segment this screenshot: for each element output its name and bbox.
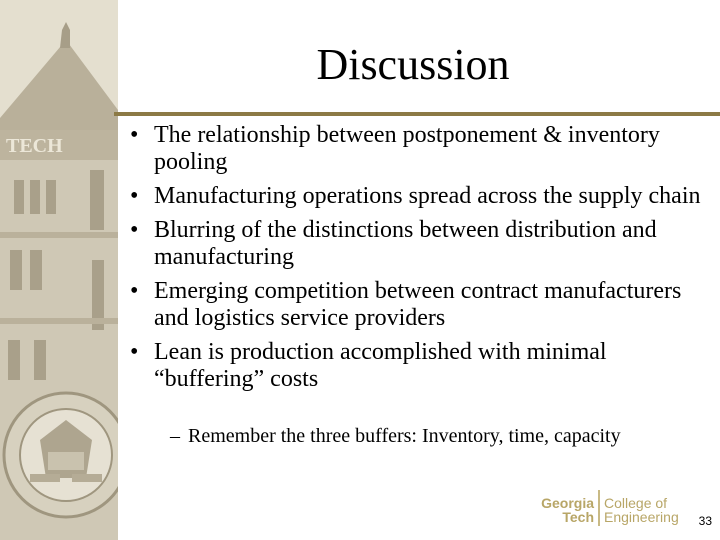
sub-bullet [170,424,715,448]
logo-line-georgia: Georgia [541,495,594,511]
bullet-text: The relationship between postponement & inventory pooling [154,122,660,175]
bullet-list [128,122,708,400]
title-divider [114,112,720,116]
tower-and-seal-illustration [0,0,118,540]
bullet-text: Blurring of the distinctions between distribution and manufacturing [154,217,657,270]
logo-line-tech: Tech [562,509,594,525]
bullet-item [128,217,708,271]
bullet-dot-icon: • [130,122,139,148]
bullet-dot-icon: • [130,183,139,209]
slide-title: Discussion [316,40,510,89]
bullet-dot-icon: • [130,217,139,243]
bullet-text: Manufacturing operations spread across the supply chain [154,183,701,209]
bullet-item [128,122,708,176]
bullet-item [128,278,708,332]
sub-bullet-dash: – [170,425,180,447]
bullet-text: Emerging competition between contract manufacturers and logistics service providers [154,278,682,331]
logo-divider [598,490,600,526]
logo-line-college-of: College of [604,495,668,511]
college-of-engineering-wordmark [604,496,679,524]
georgia-tech-wordmark [532,496,594,524]
georgia-tech-engineering-logo [532,486,690,530]
bullet-dot-icon: • [130,339,139,365]
institute-seal [4,393,118,517]
bullet-item [128,339,708,393]
campus-tower-image [0,0,118,540]
logo-line-engineering: Engineering [604,509,679,525]
page-number: 33 [698,514,712,528]
tower-sign-text: TECH [6,135,63,157]
sub-bullet-text: Remember the three buffers: Inventory, time, capacity [188,425,621,447]
bullet-text: Lean is production accomplished with minimal “buffering” costs [154,339,607,392]
bullet-item [128,183,708,210]
bullet-dot-icon: • [130,278,139,304]
